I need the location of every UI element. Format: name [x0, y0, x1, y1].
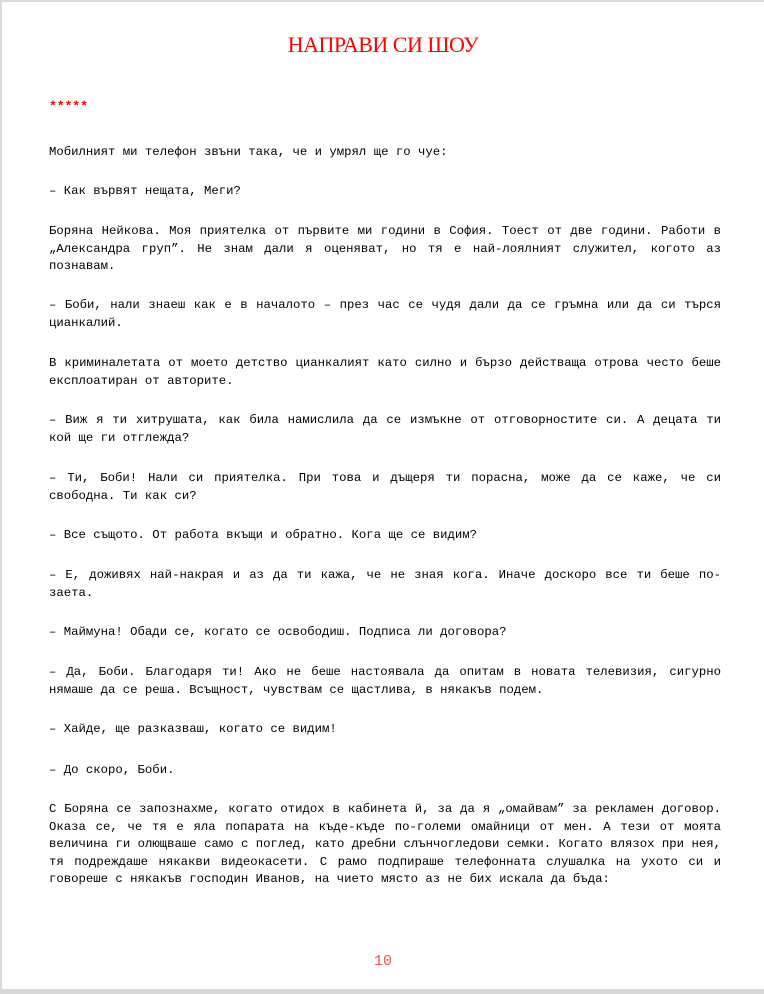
- paragraph: – Виж я ти хитрушата, как била намислила да се измъкне от отговорностите си. А децата ти кой ще ги отглежда?: [49, 413, 721, 445]
- section-separator: *****: [49, 99, 89, 114]
- paragraph: С Боряна се запознахме, когато отидох в кабинета й, за да я „омайвам” за рекламен договор. Оказа се, че тя е яла попарата на къде-къде по-големи омайници от мен. А тези от моята величина ги олющваше само с поглед, като дребни слънчогледови семки. Когато влязох при нея, тя подреждаше някакви видеокасети. С рамо подпираше телефонната слушалка на ухото си и говореше с някакъв господин Иванов, на чието място аз не бих искала да бъда:: [49, 802, 721, 886]
- paragraph: Боряна Нейкова. Моя приятелка от първите ми години в София. Тоест от две години. Работи в „Александра груп”. Не знам дали я оценяват, но тя е най-лоялният служител, когото аз познавам.: [49, 224, 721, 273]
- paragraph: – Как вървят нещата, Меги?: [49, 184, 241, 198]
- paragraph: – Да, Боби. Благодаря ти! Ако не беше настоявала да опитам в новата телевизия, сигурно нямаше да се реша. Всъщност, чувствам се щастлива, в някакъв подем.: [49, 665, 721, 697]
- paragraph: – Е, доживях най-накрая и аз да ти кажа, че не зная кога. Иначе доскоро все ти беше по-заета.: [49, 568, 721, 600]
- paragraph: В криминалетата от моето детство цианкалият като силно и бързо действаща отрова често беше експлоатиран от авторите.: [49, 356, 721, 388]
- paragraph: Мобилният ми телефон звъни така, че и умрял ще го чуе:: [49, 145, 448, 159]
- paragraph: – Ти, Боби! Нали си приятелка. При това и дъщеря ти порасна, може да се каже, че си свободна. Ти как си?: [49, 471, 721, 503]
- document-page: [2, 2, 764, 989]
- paragraph: – Боби, нали знаеш как е в началото – през час се чудя дали да се гръмна или да си търся цианкалий.: [49, 298, 721, 330]
- paragraph: – Все същото. От работа вкъщи и обратно. Кога ще се видим?: [49, 528, 478, 542]
- document-title: НАПРАВИ СИ ШОУ: [287, 32, 479, 57]
- page-number: 10: [373, 953, 392, 970]
- paragraph: – До скоро, Боби.: [49, 763, 175, 777]
- paragraph: – Хайде, ще разказваш, когато се видим!: [49, 722, 337, 736]
- paragraph: – Маймуна! Обади се, когато се освободиш. Подписа ли договора?: [49, 625, 507, 639]
